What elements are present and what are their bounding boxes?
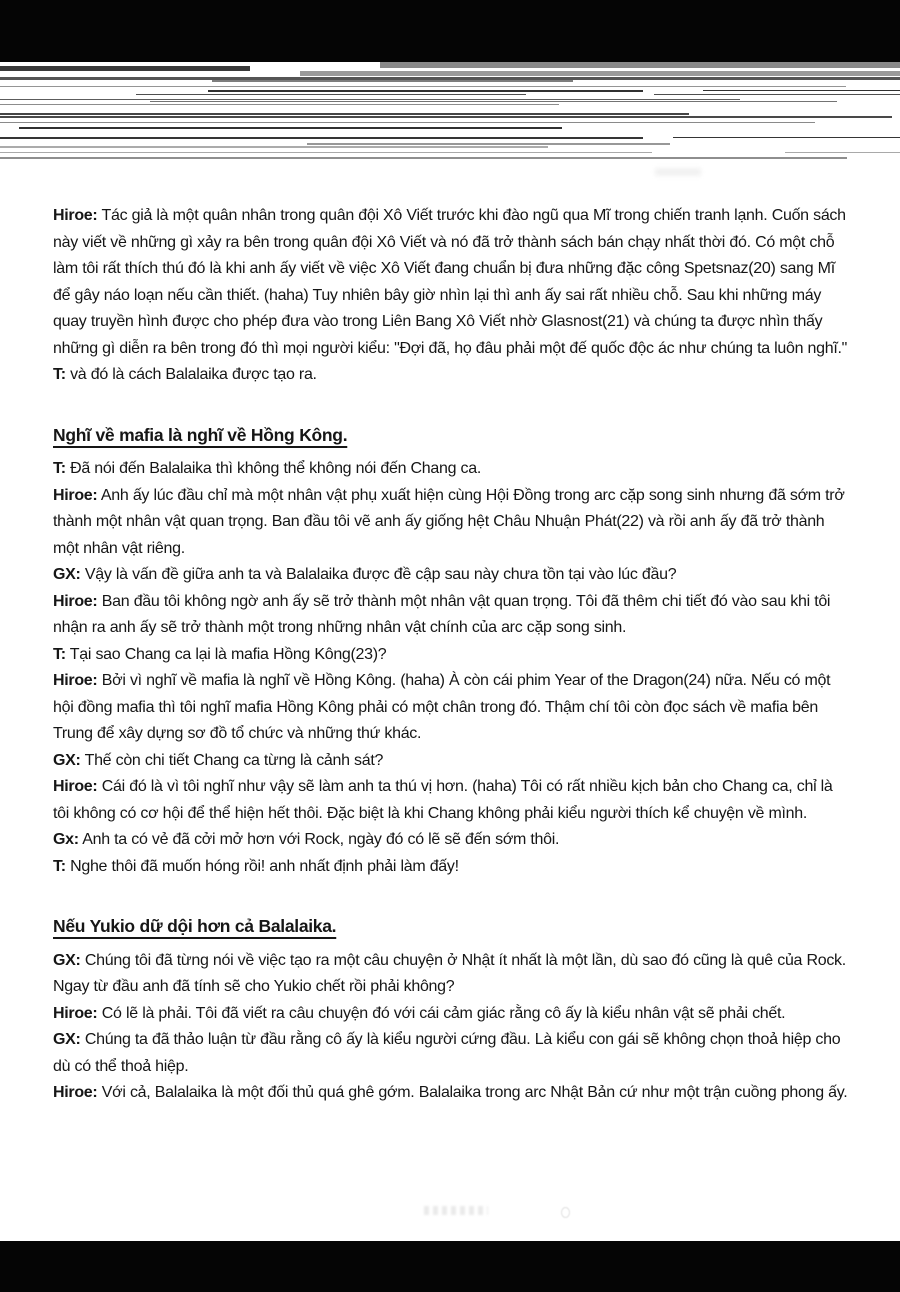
dialogue-text: và đó là cách Balalaika được tạo ra. xyxy=(70,366,317,383)
bottom-black-bar xyxy=(0,1241,900,1292)
dialogue-entry xyxy=(53,1001,851,1028)
speaker-label: GX: xyxy=(53,751,81,769)
dialogue-text: Chúng tôi đã từng nói về việc tạo ra một câu chuyện ở Nhật ít nhất là một lần, dù sao đó cũng là quê của Rock. Ngay từ đầu anh đã tính sẽ cho Yukio chết rồi phải không? xyxy=(53,951,846,995)
dialogue-text: Anh ấy lúc đầu chỉ mà một nhân vật phụ xuất hiện cùng Hội Đồng trong arc cặp song sinh nhưng đã sớm trở thành một nhân vật quan trọng. Ban đầu tôi vẽ anh ấy giống hệt Châu Nhuận Phát(22) và rồi anh ấy đã trở thành một nhân vật riêng. xyxy=(53,486,845,557)
speaker-label: Hiroe: xyxy=(53,207,98,224)
dialogue-entry xyxy=(53,1027,851,1080)
speaker-label: Hiroe: xyxy=(53,1004,98,1022)
dialogue-entry xyxy=(53,562,851,589)
dialogue-text: Cái đó là vì tôi nghĩ như vậy sẽ làm anh ta thú vị hơn. (haha) Tôi có rất nhiều kịch bản cho Chang ca, chỉ là tôi không có cơ hội để thể hiện hết thôi. Đặc biệt là khi Chang không phải kiểu người thích kể chuyện về mình. xyxy=(53,778,833,822)
section-heading: Nếu Yukio dữ dội hơn cả Balalaika. xyxy=(53,916,337,936)
dialogue-entry xyxy=(53,827,851,854)
dialogue-entry xyxy=(53,589,851,642)
speaker-label: GX: xyxy=(53,951,81,969)
scan-artifact-smudge xyxy=(424,1206,488,1215)
speaker-label: T: xyxy=(53,460,66,477)
dialogue-entry xyxy=(53,642,851,669)
speaker-label: Hiroe: xyxy=(53,1084,98,1101)
speaker-label: Gx: xyxy=(53,831,79,848)
dialogue-entry xyxy=(53,668,851,748)
dialogue-text: Chúng ta đã thảo luận từ đầu rằng cô ấy là kiểu người cứng đầu. Là kiểu con gái sẽ không chọn thoả hiệp cho dù có thể thoả hiệp. xyxy=(53,1031,841,1075)
speaker-label: T: xyxy=(53,857,66,875)
dialogue-entry xyxy=(53,948,851,1001)
dialogue-entry xyxy=(53,748,851,775)
dialogue-entry xyxy=(53,774,851,827)
dialogue-text: Anh ta có vẻ đã cởi mở hơn với Rock, ngày đó có lẽ sẽ đến sớm thôi. xyxy=(82,831,560,848)
dialogue-text: Tại sao Chang ca lại là mafia Hồng Kông(23)? xyxy=(69,645,387,663)
dialogue-entry xyxy=(53,362,851,389)
interview-text xyxy=(53,203,851,1107)
speaker-label: GX: xyxy=(53,566,81,583)
dialogue-text: Tác giả là một quân nhân trong quân đội Xô Viết trước khi đào ngũ qua Mĩ trong chiến tranh lạnh. Cuốn sách này viết về những gì xảy ra bên trong quân đội Xô Viết và nó đã trở thành sách bán chạy nhất thời đó. Có một chỗ làm tôi rất thích thú đó là khi anh ấy viết về việc Xô Viết đang chuẩn bị đưa những đặc công Spetsnaz(20) sang Mĩ để gây náo loạn nếu cần thiết. (haha) Tuy nhiên bây giờ nhìn lại thì anh ấy sai rất nhiều chỗ. Sau khi những máy quay truyền hình được cho phép đưa vào trong Liên Bang Xô Viết nhờ Glasnost(21) và chúng ta được nhìn thấy những gì diễn ra bên trong đó thì mọi người kiểu: "Đợi đã, họ đâu phải một đế quốc độc ác như chúng ta luôn nghĩ." xyxy=(53,207,848,357)
scan-speedlines-top xyxy=(0,0,900,185)
speaker-label: T: xyxy=(53,366,66,383)
dialogue-text: Đã nói đến Balalaika thì không thể không nói đến Chang ca. xyxy=(70,460,481,477)
dialogue-text: Có lẽ là phải. Tôi đã viết ra câu chuyện đó với cái cảm giác rằng cô ấy là kiểu nhân vật sẽ phải chết. xyxy=(101,1004,786,1022)
speaker-label: GX: xyxy=(53,1031,81,1048)
dialogue-text: Với cả, Balalaika là một đối thủ quá ghê gớm. Balalaika trong arc Nhật Bản cứ như một trận cuồng phong ấy. xyxy=(101,1084,848,1101)
dialogue-text: Vậy là vấn đề giữa anh ta và Balalaika được đề cập sau này chưa tồn tại vào lúc đầu? xyxy=(84,566,677,583)
speaker-label: T: xyxy=(53,645,66,663)
speaker-label: Hiroe: xyxy=(53,778,98,795)
scan-artifact-dot xyxy=(561,1207,570,1218)
dialogue-entry xyxy=(53,456,851,483)
speaker-label: Hiroe: xyxy=(53,592,98,610)
dialogue-text: Bởi vì nghĩ về mafia là nghĩ về Hồng Kông. (haha) À còn cái phim Year of the Dragon(24) nữa. Nếu có một hội đồng mafia thì tôi nghĩ mafia Hồng Kông phải có một chân trong đó. Thậm chí tôi còn đọc sách về mafia bên Trung để xây dựng sơ đồ tổ chức và những thứ khác. xyxy=(53,672,831,742)
section-heading: Nghĩ về mafia là nghĩ về Hồng Kông. xyxy=(53,424,348,445)
dialogue-text: Thế còn chi tiết Chang ca từng là cảnh sát? xyxy=(84,751,384,769)
dialogue-entry xyxy=(53,483,851,563)
dialogue-entry xyxy=(53,203,851,362)
speaker-label: Hiroe: xyxy=(53,672,98,689)
dialogue-text: Ban đầu tôi không ngờ anh ấy sẽ trở thành một nhân vật quan trọng. Tôi đã thêm chi tiết đó vào sau khi tôi nhận ra anh ấy sẽ trở thành một trong những nhân vật chính của arc cặp song sinh. xyxy=(53,592,831,636)
dialogue-text: Nghe thôi đã muốn hóng rồi! anh nhất định phải làm đấy! xyxy=(70,857,459,875)
dialogue-entry xyxy=(53,1080,851,1107)
speaker-label: Hiroe: xyxy=(53,486,98,504)
dialogue-entry xyxy=(53,854,851,881)
